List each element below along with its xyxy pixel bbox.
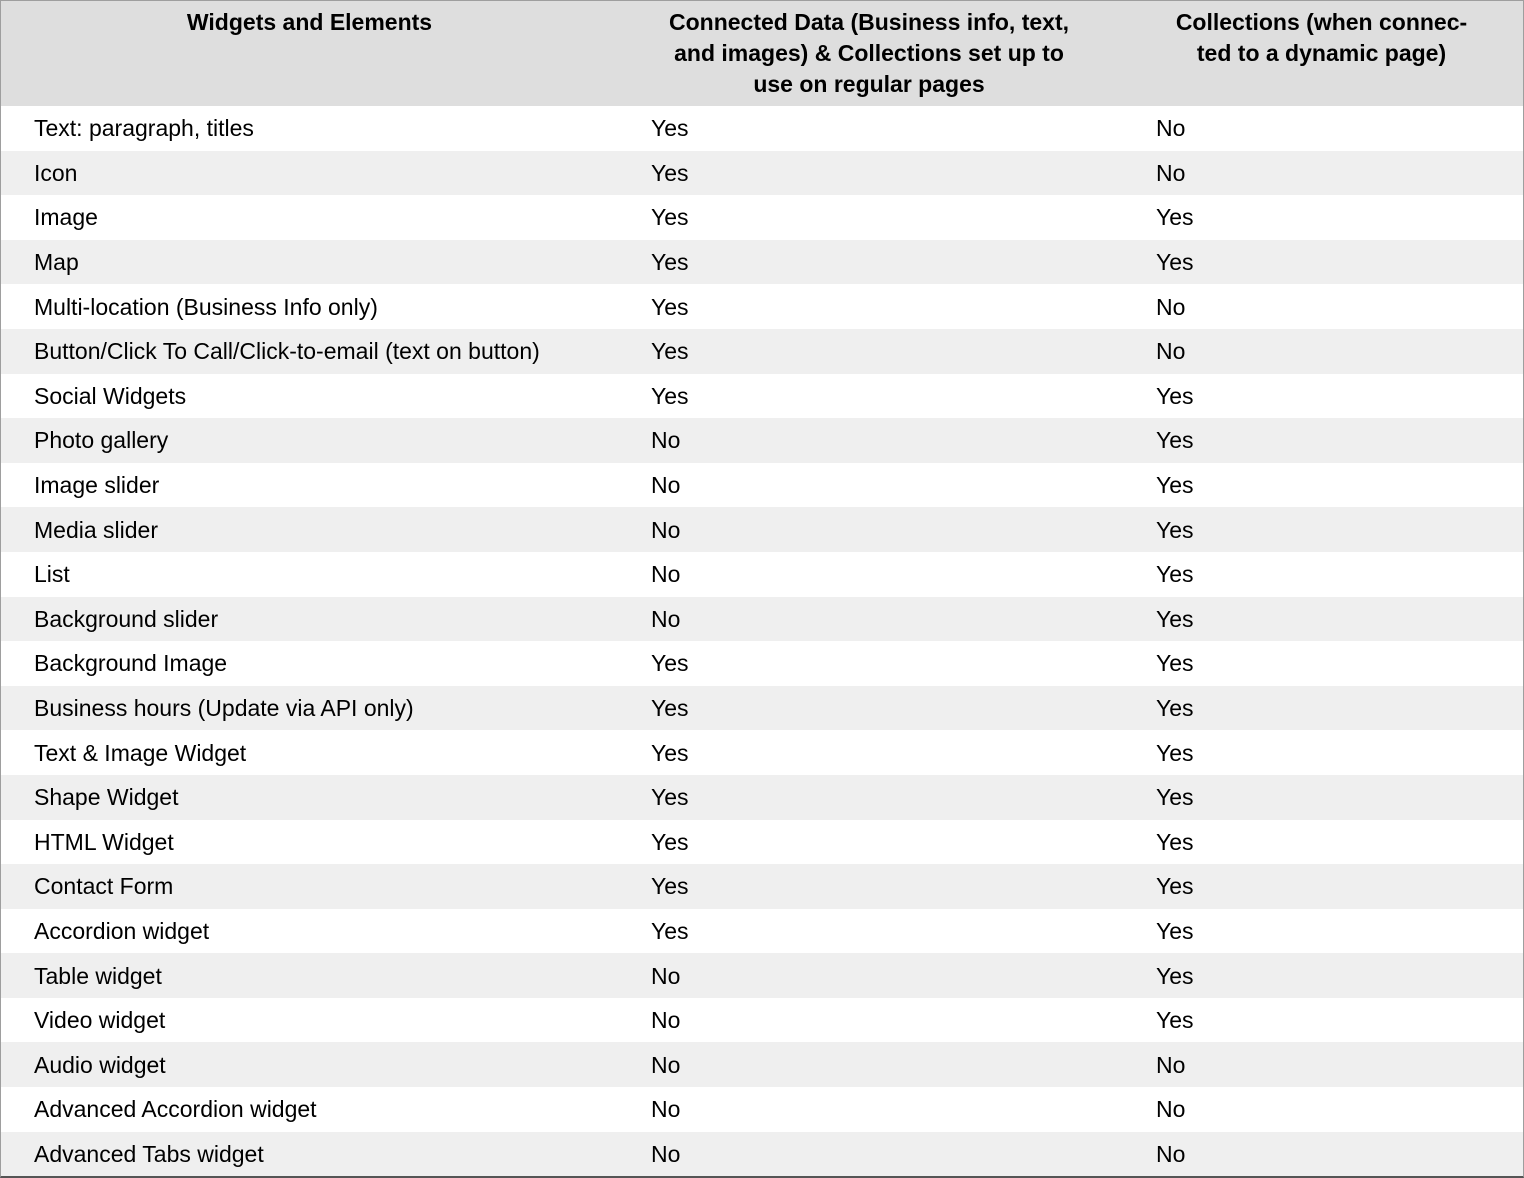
header-row	[1, 1, 1523, 106]
table-row	[1, 686, 1523, 731]
table-row	[1, 106, 1523, 151]
table-row	[1, 552, 1523, 597]
table-row	[1, 1087, 1523, 1132]
collections-cell: Yes	[1156, 828, 1194, 855]
collections-cell: Yes	[1156, 695, 1194, 722]
table-row	[1, 730, 1523, 775]
connected-data-cell: No	[651, 472, 681, 499]
collections-cell: No	[1156, 1140, 1186, 1167]
connected-data-cell: No	[651, 516, 681, 543]
header-connected-data: Connected Data (Business info, text, and images) & Collections set up to use on regular pages	[668, 9, 1069, 97]
collections-cell: No	[1156, 293, 1186, 320]
widget-name-cell: Media slider	[34, 516, 158, 543]
connected-data-cell: No	[651, 605, 681, 632]
collections-cell: Yes	[1156, 650, 1194, 677]
widget-name-cell: Audio widget	[34, 1051, 166, 1078]
table-row	[1, 507, 1523, 552]
table-row	[1, 195, 1523, 240]
widget-support-table	[1, 1, 1523, 1176]
widget-name-cell: Text & Image Widget	[34, 739, 247, 766]
collections-cell: Yes	[1156, 249, 1194, 276]
collections-cell: Yes	[1156, 917, 1194, 944]
table-row	[1, 418, 1523, 463]
connected-data-cell: Yes	[651, 382, 689, 409]
connected-data-cell: No	[651, 1051, 681, 1078]
collections-cell: Yes	[1156, 382, 1194, 409]
table-row	[1, 1132, 1523, 1177]
collections-cell: No	[1156, 1096, 1186, 1123]
table-row	[1, 1042, 1523, 1087]
widget-name-cell: Business hours (Update via API only)	[34, 695, 414, 722]
collections-cell: Yes	[1156, 739, 1194, 766]
connected-data-cell: Yes	[651, 828, 689, 855]
widget-name-cell: Text: paragraph, titles	[34, 115, 254, 142]
table-row	[1, 151, 1523, 196]
connected-data-cell: Yes	[651, 873, 689, 900]
table-row	[1, 775, 1523, 820]
connected-data-cell: No	[651, 1096, 681, 1123]
table-row	[1, 864, 1523, 909]
table-row	[1, 998, 1523, 1043]
connected-data-cell: Yes	[651, 115, 689, 142]
table-row	[1, 597, 1523, 642]
widget-name-cell: Contact Form	[34, 873, 174, 900]
collections-cell: No	[1156, 338, 1186, 365]
widget-name-cell: Photo gallery	[34, 427, 169, 454]
connected-data-cell: Yes	[651, 159, 689, 186]
collections-cell: Yes	[1156, 784, 1194, 811]
widget-name-cell: Background Image	[34, 650, 228, 677]
table-header	[1, 1, 1523, 106]
widget-name-cell: Button/Click To Call/Click-to-email (text on button)	[34, 338, 540, 365]
table-row	[1, 284, 1523, 329]
collections-cell: No	[1156, 1051, 1186, 1078]
table-row	[1, 953, 1523, 998]
collections-cell: Yes	[1156, 516, 1194, 543]
connected-data-cell: Yes	[651, 917, 689, 944]
widget-name-cell: Image	[34, 204, 98, 231]
widget-name-cell: Video widget	[34, 1007, 166, 1034]
connected-data-cell: Yes	[651, 739, 689, 766]
header-collections: Collections (when connec- ted to a dynamic page)	[1175, 9, 1468, 66]
table-row	[1, 240, 1523, 285]
table-row	[1, 374, 1523, 419]
table-body	[1, 106, 1523, 1176]
widget-name-cell: Background slider	[34, 605, 219, 632]
widget-name-cell: Map	[34, 249, 79, 276]
connected-data-cell: Yes	[651, 249, 689, 276]
header-widgets-and-elements: Widgets and Elements	[186, 9, 433, 35]
table-row	[1, 463, 1523, 508]
collections-cell: No	[1156, 115, 1186, 142]
widget-name-cell: Table widget	[34, 962, 162, 989]
widget-name-cell: HTML Widget	[34, 828, 174, 855]
widget-name-cell: Social Widgets	[34, 382, 187, 409]
widget-name-cell: Image slider	[34, 472, 160, 499]
connected-data-cell: Yes	[651, 293, 689, 320]
widget-name-cell: List	[34, 561, 70, 588]
connected-data-cell: No	[651, 561, 681, 588]
collections-cell: Yes	[1156, 605, 1194, 632]
connected-data-cell: Yes	[651, 650, 689, 677]
collections-cell: Yes	[1156, 204, 1194, 231]
widget-name-cell: Accordion widget	[34, 917, 210, 944]
collections-cell: Yes	[1156, 561, 1194, 588]
widget-name-cell: Advanced Tabs widget	[34, 1140, 264, 1167]
widget-name-cell: Multi-location (Business Info only)	[34, 293, 378, 320]
collections-cell: Yes	[1156, 472, 1194, 499]
connected-data-cell: Yes	[651, 784, 689, 811]
collections-cell: Yes	[1156, 427, 1194, 454]
connected-data-cell: Yes	[651, 695, 689, 722]
connected-data-cell: Yes	[651, 338, 689, 365]
collections-cell: Yes	[1156, 962, 1194, 989]
table-row	[1, 641, 1523, 686]
widget-name-cell: Advanced Accordion widget	[34, 1096, 317, 1123]
collections-cell: Yes	[1156, 873, 1194, 900]
connected-data-cell: No	[651, 427, 681, 454]
connected-data-cell: No	[651, 1140, 681, 1167]
table-row	[1, 909, 1523, 954]
connected-data-cell: Yes	[651, 204, 689, 231]
table-row	[1, 329, 1523, 374]
widget-name-cell: Icon	[34, 159, 78, 186]
collections-cell: No	[1156, 159, 1186, 186]
connected-data-cell: No	[651, 962, 681, 989]
widget-name-cell: Shape Widget	[34, 784, 179, 811]
collections-cell: Yes	[1156, 1007, 1194, 1034]
table-row	[1, 820, 1523, 865]
connected-data-cell: No	[651, 1007, 681, 1034]
